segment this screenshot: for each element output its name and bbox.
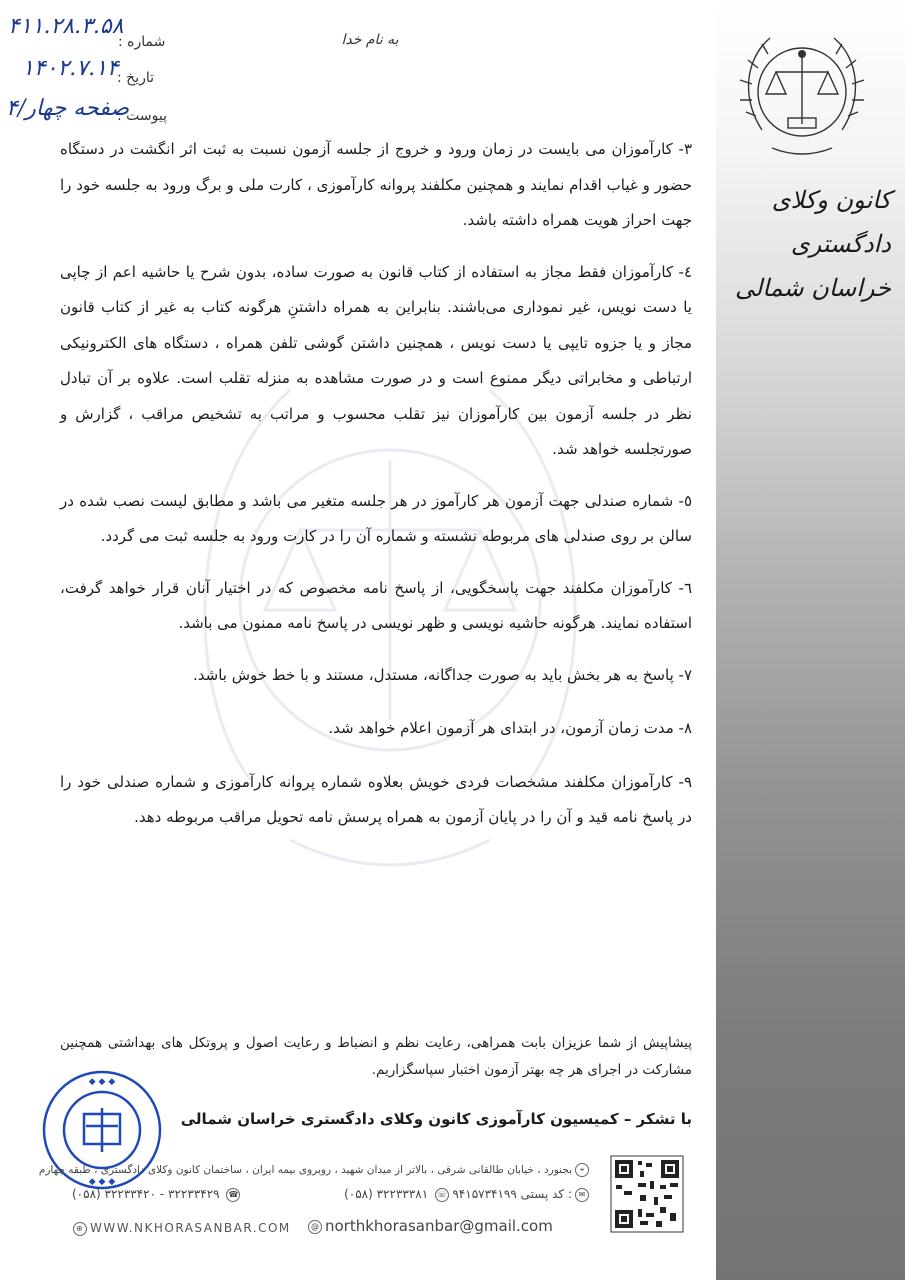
address-text: بجنورد ، خیابان طالقانی شرقی ، بالاتر از میدان شهید ، روبروی بیمه ایران ، ساختمان کانون وکلای دادگستری ، طبقه چهارم (38, 1164, 572, 1176)
number-value: ۴۱۱.۲۸.۳.۵۸ (8, 14, 124, 39)
number-label: شماره : (118, 34, 166, 50)
paragraph-9: ٩- کارآموزان مکلفند مشخصات فردی خویش بعلاوه شماره پروانه کارآموزی و شماره صندلی خود را در پاسخ نامه قید و آن را در پایان آزمون به همراه پرسش نامه تحویل مراقب مربوطه دهد. (60, 772, 692, 826)
paragraph-8: ٨- مدت زمان آزمون، در ابتدای هر آزمون اعلام خواهد شد. (328, 719, 692, 737)
signature-line: با تشکر – کمیسیون کارآموزی کانون وکلای دادگستری خراسان شمالی (180, 1110, 692, 1128)
footer-phone-2 (72, 1187, 243, 1202)
postal-label: کد پستی : (520, 1187, 572, 1201)
footer-website[interactable] (70, 1221, 291, 1236)
website-link[interactable]: WWW.NKHORASANBAR.COM (90, 1221, 291, 1235)
phone-number-2: (۰۵۸) ۳۲۲۳۳۴۲۰ - ۳۲۲۳۳۴۲۹ (72, 1187, 220, 1201)
date-label: تاریخ : (117, 70, 155, 86)
letterhead-sidebar (702, 0, 905, 1280)
org-name-line2: خراسان شمالی (734, 274, 891, 302)
attachment-value: صفحه چهار/۴ (6, 96, 130, 121)
postal-code: ۹۴۱۵۷۳۴۱۹۹ (452, 1187, 517, 1201)
paragraph-6: ٦- کارآموزان مکلفند جهت پاسخگویی، از پاسخ نامه مخصوص که در اختیار آنان قرار خواهد گرفت، استفاده نمایند. هرگونه حاشیه نویسی و ظهر نویسی در پاسخ نامه ممنون می باشد. (60, 578, 692, 632)
phone-icon: ☎ (226, 1188, 240, 1202)
attachment-label: پیوست : (117, 108, 167, 124)
org-name-line1: کانون وکلای دادگستری (771, 186, 891, 258)
phone-number-1: (۰۵۸) ۳۲۲۳۳۳۸۱ (344, 1187, 429, 1201)
letter-body (60, 132, 692, 852)
footer-phone-1 (344, 1187, 452, 1202)
svg-text:◆ ◆ ◆: ◆ ◆ ◆ (88, 1077, 116, 1087)
mail-icon: ✉ (575, 1188, 589, 1202)
date-value: ۱۴۰۲.۷.۱۴ (22, 56, 119, 81)
qr-code-icon (610, 1155, 684, 1233)
closing-paragraph: پیشاپیش از شما عزیزان بابت همراهی، رعایت نظم و انضباط و رعایت اصول و پروتکل های بهداشتی همچنین مشارکت در اجرای هر چه بهتر آزمون اختبار سپاسگزاریم. (60, 1035, 692, 1078)
bar-association-emblem-icon (732, 20, 872, 170)
email-link[interactable]: northkhorasanbar@gmail.com (325, 1217, 553, 1235)
paragraph-5: ٥- شماره صندلی جهت آزمون هر کارآموز در هر جلسه متغیر می باشد و مطابق لیست نصب شده در سالن بر روی صندلی های مربوطه نشسته و شماره آن را در کارت ورود به جلسه ثبت می گردد. (60, 491, 692, 545)
location-pin-icon: ⌖ (575, 1163, 589, 1177)
footer-postal (452, 1187, 592, 1202)
footer-email[interactable] (305, 1217, 553, 1235)
email-icon: @ (308, 1220, 322, 1234)
paragraph-3: ۳- کارآموزان می بایست در زمان ورود و خروج از جلسه آزمون نسبت به ثبت اثر انگشت در دستگاه حضور و غیاب اقدام نمایند و همچنین مکلفند پروانه کارآموزی ، کارت ملی و برگ ورود به جلسه خود را جهت احراز هویت همراه داشته باشد. (60, 140, 692, 229)
organization-name (711, 178, 891, 310)
bismillah-heading: به نام خدا (341, 32, 399, 48)
fax-icon: ☏ (435, 1188, 449, 1202)
svg-text:◆ ◆ ◆: ◆ ◆ ◆ (88, 1177, 116, 1187)
globe-icon: ⊕ (73, 1222, 87, 1236)
letter-footer (38, 1155, 702, 1245)
footer-address (39, 1163, 592, 1177)
paragraph-7: ٧- پاسخ به هر بخش باید به صورت جداگانه، مستدل، مستند و با خط خوش باشد. (192, 665, 692, 684)
paragraph-4: ٤- کارآموزان فقط مجاز به استفاده از کتاب قانون به صورت ساده، بدون شرح یا حاشیه اعم از چاپی یا دست نویس، غیر نموداری می‌باشند. بنابراین به همراه داشتنِ هرگونه کتاب به غیر از کتاب قانون مجاز و یا جزوه تایپی یا دست نویس ، همچنین داشتن گوشی تلفن همراه ، دستگاه های الکترونیکی ارتباطی و مخابراتی دیگر ممنوع است و در صورت مشاهده به منزله تقلب است. علاوه بر آن تبادل نظر در جلسه آزمون بین کارآموزان نیز تقلب محسوب و مراتب به تشخیص مراقب ، گزارش و صورتجلسه خواهد شد. (60, 262, 692, 458)
